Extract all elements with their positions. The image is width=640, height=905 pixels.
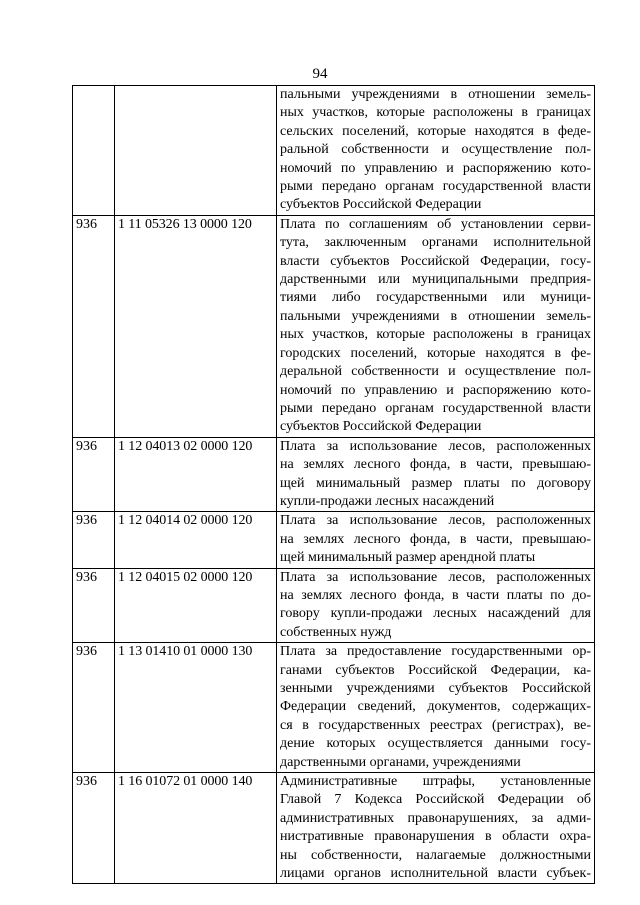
description-line: власти субъектов Российской Федерации, госу- bbox=[280, 253, 591, 269]
description-line: номочий по управлению и распоряжению кото- bbox=[280, 160, 591, 176]
revenue-code-cell: 1 12 04015 02 0000 120 bbox=[115, 568, 277, 643]
description-line: Плата за использование лесов, расположенных bbox=[280, 438, 591, 454]
admin-code-cell: 936 bbox=[73, 643, 115, 773]
description-line: ральной собственности и осуществление пол- bbox=[280, 142, 591, 158]
description-line: дарственными или муниципальными предприя- bbox=[280, 272, 591, 288]
description-line: тиями либо государственными или муници- bbox=[280, 290, 591, 306]
description-line: дарственными органами, учреждениями bbox=[280, 754, 521, 770]
revenue-code-cell: 1 12 04014 02 0000 120 bbox=[115, 512, 277, 568]
description-line: Плата за использование лесов, расположенных bbox=[280, 569, 591, 585]
revenue-description-cell bbox=[277, 568, 595, 643]
revenue-codes-table bbox=[72, 85, 595, 884]
description-line: субъектов Российской Федерации bbox=[280, 419, 482, 435]
description-line: дение которых осуществляется данными госу- bbox=[280, 736, 591, 752]
description-line: собственных нужд bbox=[280, 624, 392, 640]
admin-code-cell: 936 bbox=[73, 773, 115, 884]
admin-code-cell: 936 bbox=[73, 512, 115, 568]
description-line: щей минимальный размер арендной платы bbox=[280, 550, 536, 566]
description-line: номочий по управлению и распоряжению кото- bbox=[280, 382, 591, 398]
description-line: лицами органов исполнительной власти субъек- bbox=[280, 866, 591, 882]
revenue-code-cell: 1 13 01410 01 0000 130 bbox=[115, 643, 277, 773]
description-line: пальными учреждениями в отношении земель- bbox=[280, 308, 591, 324]
description-line: на землях лесного фонда, в части, превышаю- bbox=[280, 531, 591, 547]
description-line: ных участков, которые расположены в границах bbox=[280, 327, 591, 343]
table-row bbox=[73, 568, 595, 643]
description-line: Административные штрафы, установленные bbox=[280, 774, 591, 790]
table-row bbox=[73, 437, 595, 512]
description-line: ганами субъектов Российской Федерации, ка- bbox=[280, 662, 591, 678]
description-line: деральной собственности и осуществление пол- bbox=[280, 364, 591, 380]
description-line: на землях лесного фонда, в части платы по до- bbox=[280, 587, 591, 603]
revenue-code-cell: 1 16 01072 01 0000 140 bbox=[115, 773, 277, 884]
description-line: нистративные правонарушения в области охра- bbox=[280, 829, 591, 845]
admin-code-cell: 936 bbox=[73, 437, 115, 512]
description-line: пальными учреждениями в отношении земель- bbox=[280, 87, 591, 102]
description-line: зенными учреждениями субъектов Российской bbox=[280, 681, 591, 696]
admin-code-cell: 936 bbox=[73, 568, 115, 643]
description-line: тута, заключенным органами исполнительной bbox=[280, 235, 591, 251]
table-row bbox=[73, 512, 595, 568]
description-line: на землях лесного фонда, в части, превышаю- bbox=[280, 457, 591, 473]
description-line: купли-продажи лесных насаждений bbox=[280, 493, 495, 509]
revenue-description-cell bbox=[277, 643, 595, 773]
description-line: говору купли-продажи лесных насаждений для bbox=[280, 606, 591, 622]
revenue-description-cell bbox=[277, 773, 595, 884]
table-row bbox=[73, 643, 595, 773]
description-line: Плата за использование лесов, расположенных bbox=[280, 513, 591, 529]
description-line: рыми передано органам государственной власти bbox=[280, 179, 591, 195]
description-line: ся в государственных реестрах (регистрах), ве- bbox=[280, 717, 591, 733]
revenue-code-cell: 1 11 05326 13 0000 120 bbox=[115, 215, 277, 437]
description-line: административных правонарушениях, за адми- bbox=[280, 810, 591, 826]
revenue-description-cell bbox=[277, 437, 595, 512]
table-row bbox=[73, 86, 595, 216]
revenue-description-cell bbox=[277, 215, 595, 437]
description-line: Федерации сведений, документов, содержащих- bbox=[280, 699, 591, 715]
table-row bbox=[73, 773, 595, 884]
revenue-code-cell: 1 12 04013 02 0000 120 bbox=[115, 437, 277, 512]
description-line: Главой 7 Кодекса Российской Федерации об bbox=[280, 792, 591, 808]
table-row bbox=[73, 215, 595, 437]
description-line: городских поселений, которые находятся в фе- bbox=[280, 345, 591, 361]
revenue-description-cell bbox=[277, 512, 595, 568]
description-line: ных участков, которые расположены в границах bbox=[280, 105, 591, 121]
description-line: рыми передано органам государственной власти bbox=[280, 400, 591, 416]
revenue-description-cell bbox=[277, 86, 595, 216]
description-line: сельских поселений, которые находятся в феде- bbox=[280, 123, 591, 139]
description-line: щей минимальный размер платы по договору bbox=[280, 475, 591, 491]
table-body bbox=[73, 86, 595, 884]
description-line: Плата за предоставление государственными ор- bbox=[280, 644, 591, 660]
description-line: субъектов Российской Федерации bbox=[280, 197, 482, 213]
revenue-code-cell bbox=[115, 86, 277, 216]
description-line: Плата по соглашениям об установлении серви- bbox=[280, 216, 591, 232]
page-number: 94 bbox=[312, 66, 328, 82]
admin-code-cell: 936 bbox=[73, 215, 115, 437]
admin-code-cell bbox=[73, 86, 115, 216]
description-line: ны собственности, налагаемые должностными bbox=[280, 847, 591, 863]
